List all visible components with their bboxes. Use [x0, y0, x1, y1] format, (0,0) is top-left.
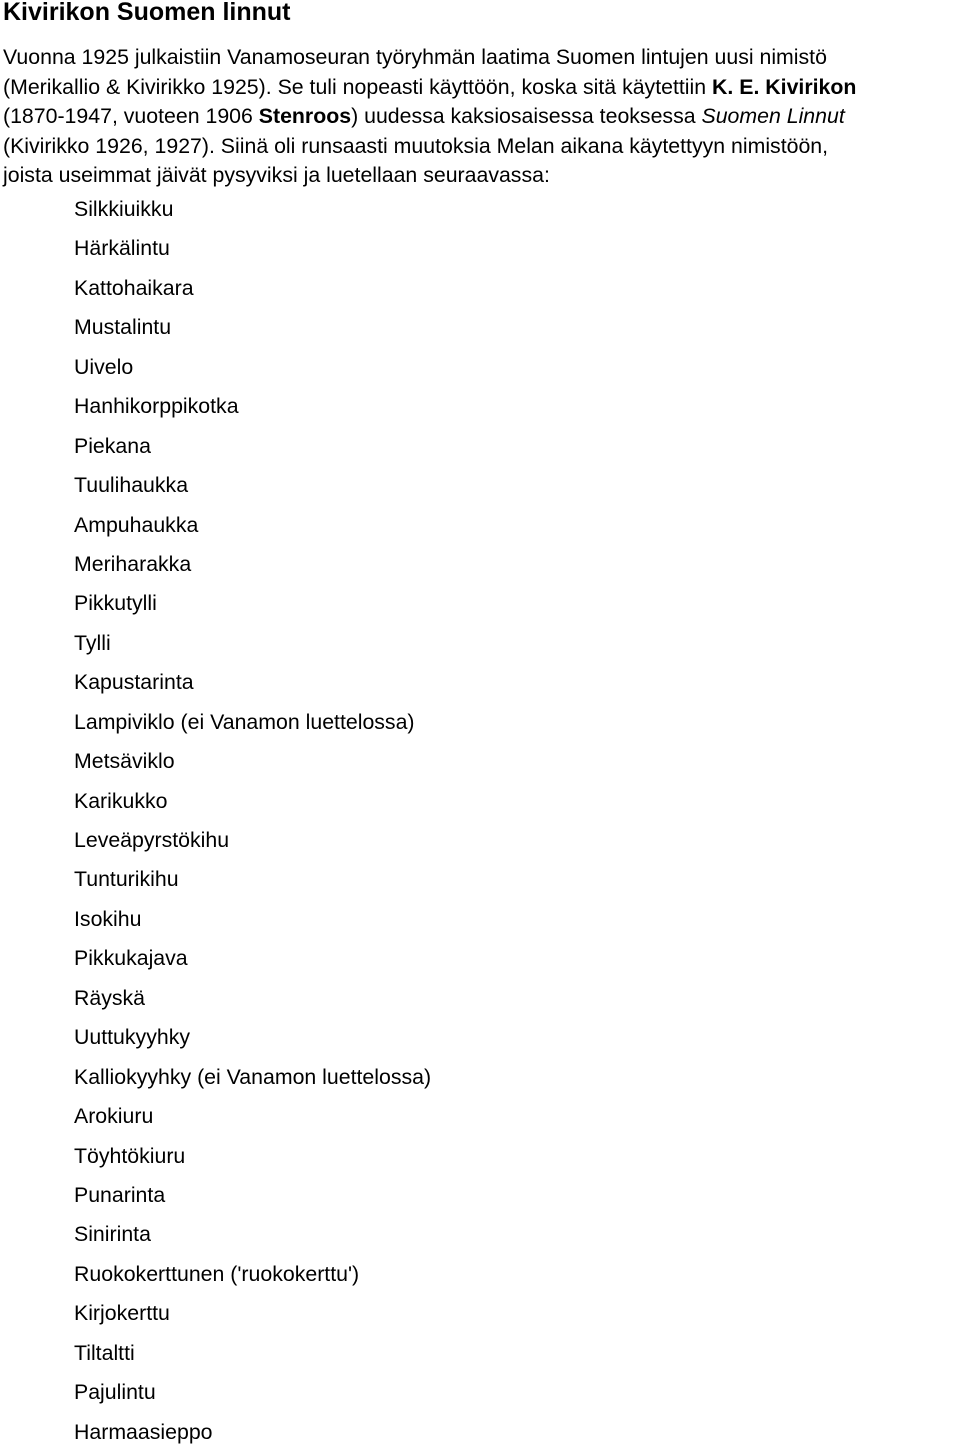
- intro-line: [3, 161, 960, 191]
- list-item: Arokiuru: [74, 1104, 154, 1129]
- list-item: Pajulintu: [74, 1380, 156, 1405]
- list-item: Härkälintu: [74, 236, 170, 261]
- intro-text: (1870-1947, vuoteen 1906: [3, 104, 259, 128]
- list-item: Lampiviklo (ei Vanamon luettelossa): [74, 709, 415, 734]
- list-item: Piekana: [74, 433, 151, 458]
- list-item: Kapustarinta: [74, 670, 194, 695]
- list-item: Leveäpyrstökihu: [74, 828, 230, 852]
- intro-line: [3, 73, 960, 103]
- intro-line: [3, 102, 960, 132]
- intro-text: (Merikallio & Kivirikko 1925). Se tuli nopeasti käyttöön, koska sitä käytettiin: [3, 74, 713, 99]
- list-item: Sinirinta: [74, 1222, 151, 1247]
- list-item: Tuulihaukka: [74, 473, 189, 498]
- author-name-bold: K. E. Kivirikon: [712, 74, 857, 99]
- former-name-bold: Stenroos: [258, 104, 352, 128]
- list-item: Pikkutylli: [74, 591, 157, 616]
- page-title: Kivirikon Suomen linnut: [3, 0, 291, 26]
- list-item: Ampuhaukka: [74, 512, 199, 537]
- list-item: Hanhikorppikotka: [74, 394, 239, 419]
- intro-line: [3, 43, 960, 73]
- list-item: Töyhtökiuru: [74, 1143, 186, 1168]
- list-item: Metsäviklo: [74, 749, 175, 774]
- list-item: Tiltaltti: [74, 1340, 135, 1365]
- list-item: Ruokokerttunen ('ruokokerttu'): [74, 1261, 360, 1286]
- list-item: Silkkiuikku: [74, 197, 174, 221]
- intro-line: [3, 132, 960, 162]
- list-item: Pikkukajava: [74, 946, 188, 971]
- intro-text: (Kivirikko 1926, 1927). Siinä oli runsaasti muutoksia Melan aikana käytettyyn nimistöön,: [3, 133, 829, 158]
- intro-text: ) uudessa kaksiosaisessa teoksessa: [351, 104, 702, 128]
- list-item: Isokihu: [74, 906, 142, 931]
- list-item: Karikukko: [74, 788, 168, 813]
- book-title-italic: Suomen Linnut: [701, 104, 845, 128]
- list-item: Kattohaikara: [74, 275, 194, 300]
- bird-name-list: [74, 190, 431, 1452]
- list-item: Uivelo: [74, 354, 134, 379]
- list-item: Räyskä: [74, 985, 146, 1010]
- intro-paragraph: [3, 43, 960, 191]
- list-item: Meriharakka: [74, 551, 192, 576]
- list-item: Kirjokerttu: [74, 1301, 170, 1326]
- list-item: Kalliokyyhky (ei Vanamon luettelossa): [74, 1064, 432, 1089]
- intro-text: joista useimmat jäivät pysyviksi ja luetellaan seuraavassa:: [3, 163, 550, 187]
- list-item: Uuttukyyhky: [74, 1025, 190, 1050]
- list-item: Punarinta: [74, 1182, 166, 1207]
- list-item: Tylli: [74, 630, 111, 655]
- list-item: Harmaasieppo: [74, 1419, 213, 1444]
- list-item: Mustalintu: [74, 315, 172, 340]
- list-item: Tunturikihu: [74, 867, 179, 892]
- intro-text: Vuonna 1925 julkaistiin Vanamoseuran työryhmän laatima Suomen lintujen uusi nimistö: [3, 45, 827, 69]
